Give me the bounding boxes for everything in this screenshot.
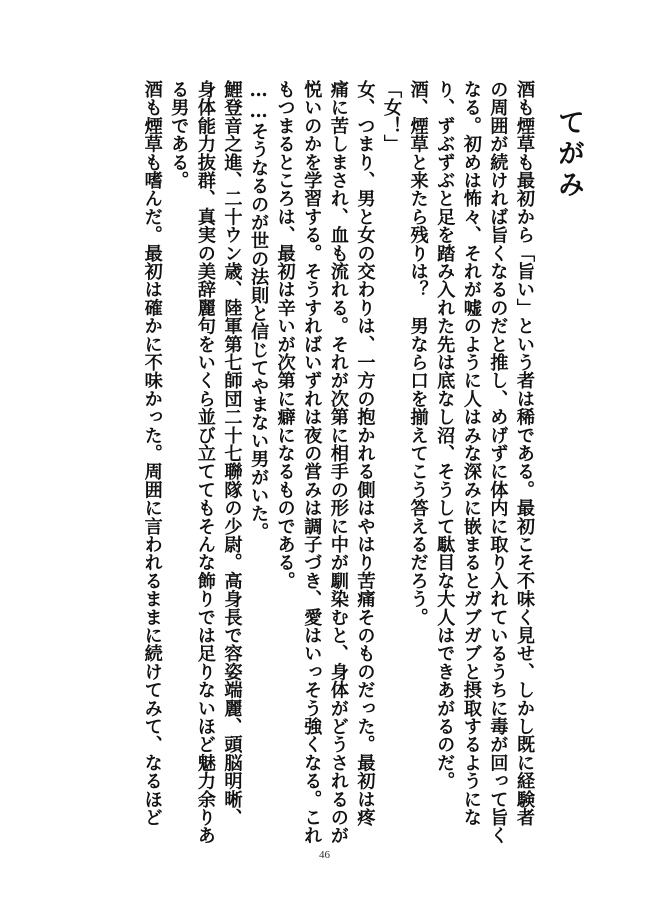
text-line: 悦いのかを学習する。そうすればいずれは夜の営みは調子づき、愛はいっそう強くなる。これ bbox=[301, 80, 323, 845]
text-line: 酒、煙草と来たら残りは？ 男なら口を揃えてこう答えるだろう。 bbox=[407, 80, 429, 626]
text-line: ……そうなるのが世の法則と信じてやまない男がいた。 bbox=[248, 80, 270, 541]
text-line: 「女！」 bbox=[381, 80, 403, 153]
text-line: 酒も煙草も最初から「旨い」という者は稀である。最初こそ不味く見せ、しかし既に経験者 bbox=[514, 80, 535, 827]
text-line: る男である。 bbox=[168, 80, 190, 190]
chapter-title: てがみ bbox=[553, 108, 584, 201]
text-line: り、ずぶずぶと足を踏み入れた先は底なし沼、そうして駄目な大人はできあがるのだ。 bbox=[434, 80, 456, 790]
text-line: もつまるところは、最初は辛いが次第に癖になるものである。 bbox=[274, 80, 296, 590]
text-line: 痛に苦しまされ、血も流れる。それが次第に相手の形に中が馴染むと、身体がどうされるのが bbox=[327, 80, 349, 845]
text-line: の周囲が続ければ旨くなるのだと推し、めげずに体内に取り入れているうちに毒が回って旨く bbox=[487, 80, 509, 845]
text-line: 女、つまり、男と女の交わりは、一方の抱かれる側はやはり苦痛そのものだった。最初は疼 bbox=[354, 80, 376, 827]
page-number: 46 bbox=[319, 849, 330, 861]
text-line: 身体能力抜群、真実の美辞麗句をいくら並び立ててもそんな飾りでは足りないほど魅力余りあ bbox=[194, 80, 216, 845]
text-line: 酒も煙草も嗜んだ。最初は確かに不味かった。周囲に言われるままに続けてみて、なるほど bbox=[141, 80, 163, 827]
text-line: なる。初めは怖々、それが嘘のように人はみな深みに嵌まるとガブガブと摂取するようにな bbox=[460, 80, 482, 827]
body-text bbox=[138, 80, 537, 845]
text-line: 鯉登音之進、二十ウン歳、陸軍第七師団二十七聯隊の少尉。高身長で容姿端麗、頭脳明晰、 bbox=[221, 80, 243, 827]
